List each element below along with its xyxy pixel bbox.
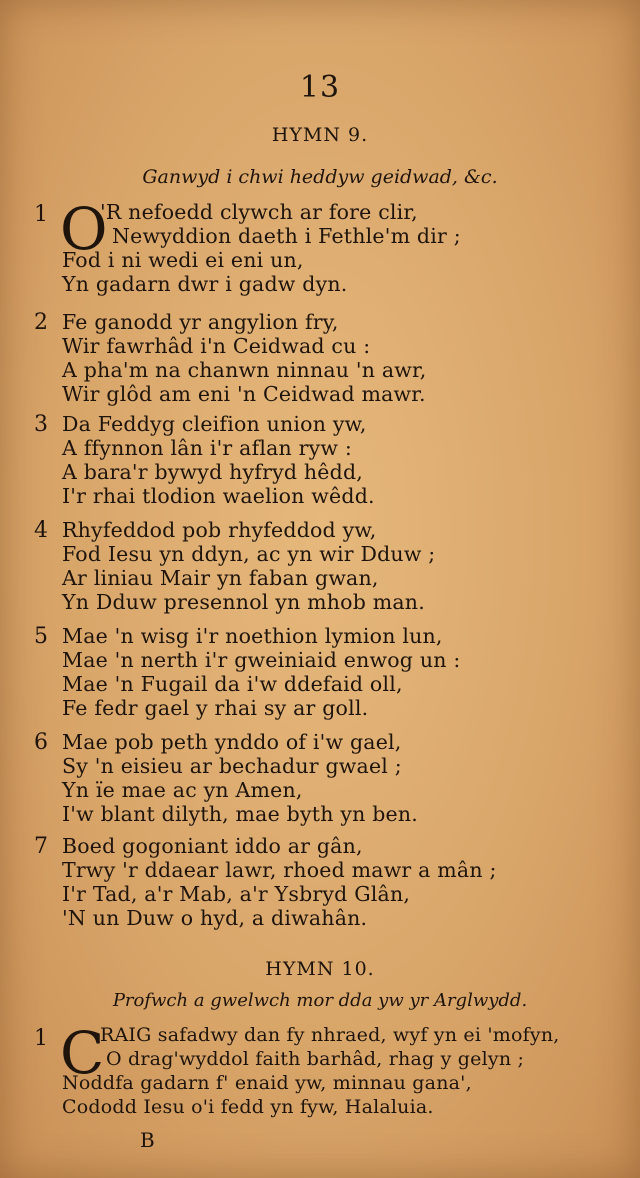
stanza-line: Mae 'n nerth i'r gweiniaid enwog un : (62, 648, 461, 672)
stanza-number: 3 (34, 412, 48, 437)
stanza-line: Cododd Iesu o'i fedd yn fyw, Halaluia. (62, 1096, 434, 1118)
stanza-line: A bara'r bywyd hyfryd hêdd, (62, 460, 363, 484)
signature-mark: B (140, 1128, 155, 1152)
stanza-line: Mae pob peth ynddo of i'w gael, (62, 730, 402, 754)
hymn-10-subtitle: Profwch a gwelwch mor dda yw yr Arglwydd. (112, 990, 528, 1011)
stanza-line: 'N un Duw o hyd, a diwahân. (62, 906, 368, 930)
stanza-line: Yn Dduw presennol yn mhob man. (62, 590, 425, 614)
stanza-line: Wir fawrhâd i'n Ceidwad cu : (62, 334, 371, 358)
stanza-line: Mae 'n wisg i'r noethion lymion lun, (62, 624, 443, 648)
stanza-line: Noddfa gadarn f' enaid yw, minnau gana', (62, 1072, 472, 1094)
stanza-line: Fe fedr gael y rhai sy ar goll. (62, 696, 369, 720)
drop-cap: C (60, 1019, 105, 1087)
hymn-9-subtitle: Ganwyd i chwi heddyw geidwad, &c. (142, 166, 498, 188)
stanza-line: Sy 'n eisieu ar bechadur gwael ; (62, 754, 402, 778)
stanza-line: Trwy 'r ddaear lawr, rhoed mawr a mân ; (62, 858, 497, 882)
stanza-line: Ar liniau Mair yn faban gwan, (62, 566, 379, 590)
stanza-line: 'R nefoedd clywch ar fore clir, (100, 200, 418, 224)
stanza-line: Wir glôd am eni 'n Ceidwad mawr. (62, 382, 426, 406)
stanza-line: I'w blant dilyth, mae byth yn ben. (62, 802, 418, 826)
stanza-line: Mae 'n Fugail da i'w ddefaid oll, (62, 672, 403, 696)
stanza-number: 6 (34, 730, 48, 755)
stanza-line: Newyddion daeth i Fethle'm dir ; (112, 224, 461, 248)
drop-cap: O (60, 195, 108, 263)
stanza-line: I'r Tad, a'r Mab, a'r Ysbryd Glân, (62, 882, 411, 906)
stanza-line: Fod Iesu yn ddyn, ac yn wir Dduw ; (62, 542, 436, 566)
stanza-number: 7 (34, 834, 48, 859)
stanza-line: O drag'wyddol faith barhâd, rhag y gelyn ; (106, 1048, 525, 1070)
stanza-line: Da Feddyg cleifion union yw, (62, 412, 367, 436)
stanza-number: 4 (34, 518, 48, 543)
stanza-line: Yn gadarn dwr i gadw dyn. (62, 272, 348, 296)
page-number: 13 (299, 70, 341, 105)
stanza-number: 2 (34, 310, 48, 335)
stanza-line: A ffynnon lân i'r aflan ryw : (62, 436, 353, 460)
stanza-line: I'r rhai tlodion waelion wêdd. (62, 484, 375, 508)
hymn-10-title: HYMN 10. (265, 958, 375, 980)
hymn-9-title: HYMN 9. (271, 124, 369, 146)
stanza-line: RAIG safadwy dan fy nhraed, wyf yn ei 'mofyn, (100, 1024, 560, 1046)
stanza-line: Boed gogoniant iddo ar gân, (62, 834, 363, 858)
stanza-line: A pha'm na chanwn ninnau 'n awr, (62, 358, 427, 382)
stanza-number: 1 (34, 1026, 48, 1051)
stanza-line: Yn ïe mae ac yn Amen, (62, 778, 303, 802)
stanza-number: 1 (34, 202, 48, 227)
stanza-line: Fod i ni wedi ei eni un, (62, 248, 304, 272)
stanza-number: 5 (34, 624, 48, 649)
stanza-line: Fe ganodd yr angylion fry, (62, 310, 339, 334)
stanza-line: Rhyfeddod pob rhyfeddod yw, (62, 518, 377, 542)
